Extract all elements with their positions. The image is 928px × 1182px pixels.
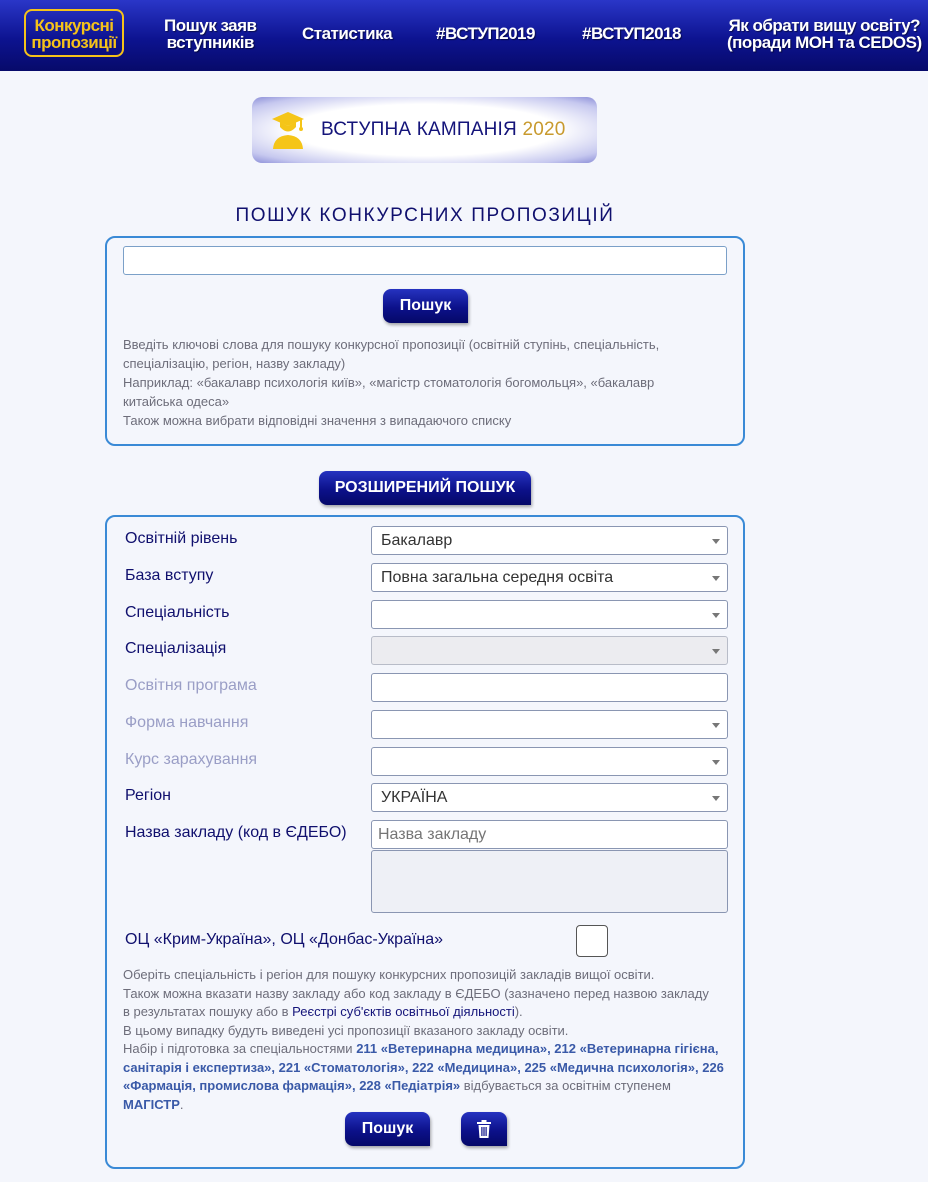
- course-label: Курс зарахування: [125, 751, 258, 768]
- hint-text: відбувається за освітнім ступенем: [460, 1078, 671, 1093]
- level-select[interactable]: [371, 526, 728, 555]
- registry-link[interactable]: Реєстрі суб'єктів освітньої діяльності: [292, 1004, 515, 1019]
- hint-line: [123, 1077, 733, 1114]
- level-label: Освітній рівень: [125, 530, 238, 547]
- chevron-down-icon: [712, 539, 720, 544]
- speciality-label: Спеціальність: [125, 604, 230, 621]
- trash-icon: [476, 1120, 492, 1138]
- study-form-label: Форма навчання: [125, 714, 249, 731]
- hint-text: Набір і підготовка за спеціальностями: [123, 1041, 357, 1056]
- nav-item-proposals[interactable]: [24, 9, 124, 57]
- program-label: Освітня програма: [125, 677, 257, 694]
- page-title: ПОШУК КОНКУРСНИХ ПРОПОЗИЦІЙ: [235, 205, 615, 226]
- hint-line: Введіть ключові слова для пошуку конкурсної пропозиції (освітній ступінь, спеціальність,: [123, 337, 660, 352]
- nav-item-applications-line1: Пошук заяв: [164, 16, 257, 35]
- speciality-select[interactable]: [371, 600, 728, 629]
- hint-line: [123, 1040, 733, 1059]
- base-select-value: Повна загальна середня освіта: [381, 569, 614, 586]
- hint-line: [123, 1003, 733, 1022]
- hint-text: в результатах пошуку або в: [123, 1004, 293, 1019]
- banner-title: [321, 119, 566, 141]
- chevron-down-icon: [712, 796, 720, 801]
- hint-line: китайська одеса»: [123, 394, 230, 409]
- hint-line: Також можна вибрати відповідні значення з випадаючого списку: [123, 413, 512, 428]
- chevron-down-icon: [712, 613, 720, 618]
- banner-year: 2020: [522, 119, 566, 140]
- keyword-search-input[interactable]: [123, 246, 727, 275]
- hint-line: В цьому випадку будуть виведені усі пропозиції вказаного закладу освіти.: [123, 1022, 569, 1038]
- quick-search-button[interactable]: Пошук: [383, 289, 468, 323]
- specialization-select: [371, 636, 728, 665]
- nav-item-vstup2018[interactable]: #ВСТУП2018: [582, 24, 681, 43]
- advanced-search-panel: [105, 515, 745, 1169]
- base-select[interactable]: [371, 563, 728, 592]
- advanced-search-toggle[interactable]: РОЗШИРЕНИЙ ПОШУК: [319, 471, 531, 505]
- hint-line: Наприклад: «бакалавр психологія київ», «магістр стоматологія богомольця», «бакалавр: [123, 375, 655, 390]
- advanced-search-hint: [123, 966, 733, 1114]
- institution-results-list[interactable]: [371, 850, 728, 913]
- chevron-down-icon: [712, 723, 720, 728]
- oc-checkbox[interactable]: [576, 925, 608, 957]
- study-form-select[interactable]: [371, 710, 728, 739]
- admission-campaign-banner[interactable]: [252, 97, 597, 163]
- nav-item-vstup2019[interactable]: #ВСТУП2019: [436, 24, 535, 43]
- region-select[interactable]: [371, 783, 728, 812]
- chevron-down-icon: [712, 576, 720, 581]
- institution-label: Назва закладу (код в ЄДЕБО): [125, 824, 347, 841]
- hint-line: Також можна вказати назву закладу або код закладу в ЄДЕБО (зазначено перед назвою закладу: [123, 985, 709, 1001]
- nav-item-how-to-choose-line2: (поради МОН та CEDOS): [727, 33, 922, 52]
- program-input[interactable]: [371, 673, 728, 702]
- nav-item-how-to-choose[interactable]: [727, 17, 922, 51]
- nav-item-proposals-line1: Конкурсні: [34, 16, 114, 35]
- hint-specialities: «Фармація, промислова фармація», 228 «Педіатрія»: [123, 1078, 461, 1093]
- region-label: Регіон: [125, 787, 171, 804]
- hint-specialities: санітарія і експертиза», 221 «Стоматологія», 222 «Медицина», 225 «Медична психологія», 226: [123, 1059, 724, 1075]
- chevron-down-icon: [712, 649, 720, 654]
- quick-search-panel: [105, 236, 745, 446]
- oc-label: ОЦ «Крим-Україна», ОЦ «Донбас-Україна»: [125, 931, 444, 948]
- quick-search-hint: [123, 335, 723, 430]
- banner-title-text: ВСТУПНА КАМПАНІЯ: [321, 119, 523, 140]
- hint-degree: МАГІСТР: [123, 1096, 180, 1112]
- top-navigation: [0, 0, 928, 71]
- clear-filters-button[interactable]: [461, 1112, 507, 1146]
- specialization-label: Спеціалізація: [125, 640, 227, 657]
- hint-text: ).: [514, 1004, 523, 1019]
- hint-line: [123, 1059, 733, 1078]
- hint-text: .: [179, 1096, 184, 1112]
- chevron-down-icon: [712, 760, 720, 765]
- base-label: База вступу: [125, 567, 214, 584]
- course-select[interactable]: [371, 747, 728, 776]
- graduate-icon: [270, 109, 306, 149]
- nav-item-applications-line2: вступників: [166, 33, 254, 52]
- hint-specialities: 211 «Ветеринарна медицина», 212 «Ветеринарна гігієна,: [356, 1041, 719, 1056]
- nav-item-statistics[interactable]: Статистика: [302, 24, 393, 43]
- advanced-search-button[interactable]: Пошук: [345, 1112, 430, 1146]
- level-select-value: Бакалавр: [381, 532, 453, 549]
- nav-item-proposals-line2: пропозиції: [31, 33, 117, 52]
- institution-input[interactable]: [371, 820, 728, 849]
- nav-item-applications[interactable]: [164, 17, 257, 51]
- hint-line: Оберіть спеціальність і регіон для пошуку конкурсних пропозицій закладів вищої освіти.: [123, 967, 655, 982]
- hint-line: спеціалізацію, регіон, назву закладу): [123, 356, 346, 371]
- region-select-value: УКРАЇНА: [381, 789, 448, 806]
- nav-item-how-to-choose-line1: Як обрати вищу освіту?: [728, 16, 921, 35]
